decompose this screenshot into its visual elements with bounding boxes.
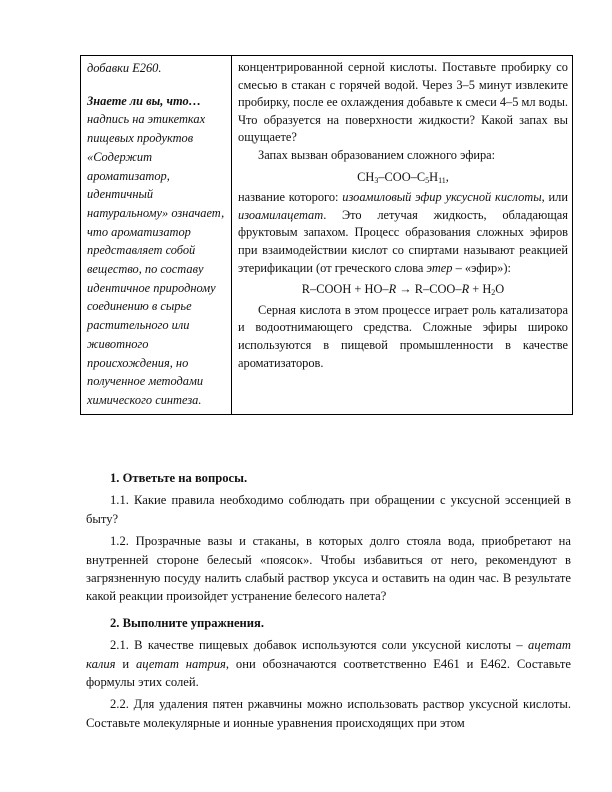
main-paragraph-1: концентрированной серной кислоты. Поставьте пробирку со смесью в стакан с горячей водой. Через 3–5 минут извлеките пробирку, после ее охлаждения добавьте к смеси 4–5 мл воды. Что образуется на поверхности жидкости? Какой запах вы ощущаете?: [238, 60, 568, 145]
sidebar-lead: Знаете ли вы, что…: [87, 93, 202, 108]
section1-title: 1. Ответьте на вопросы.: [110, 471, 248, 485]
question-1-2: 1.2. Прозрачные вазы и стаканы, в которых долго стояла вода, приобретают на внутренней стороне белесый «поясок». Чтобы избавиться от него, рекомендуют в загрязненную посуду налить слабый раствор уксуса и оставить на один час. В результате какой реакции произойдет устранение белесого налета?: [86, 534, 571, 604]
sidebar-line1: добавки Е260.: [87, 61, 162, 75]
sidebar-cell: [81, 56, 232, 415]
main-paragraph-4: Серная кислота в этом процессе играет роль катализатора и водоотнимающего средства. Сложные эфиры широко используются в пищевой промышленности в качестве ароматизаторов.: [238, 302, 568, 370]
question-1-1: 1.1. Какие правила необходимо соблюдать при обращении с уксусной эссенцией в быту?: [86, 493, 571, 526]
exercises-section: [86, 469, 571, 732]
exercise-2-1: 2.1. В качестве пищевых добавок используются соли уксусной кислоты – ацетат калия и ацетат натрия, они обозначаются соответственно Е461 и Е462. Составьте формулы этих солей.: [86, 638, 571, 690]
main-cell: [232, 56, 573, 415]
main-paragraph-3: название которого: изоамиловый эфир уксусной кислоты, или изоамилацетат. Это летучая жидкость, обладающая фруктовым запахом. Процесс образования сложных эфиров при взаимодействии кислот со спиртами называют реакцией этерификации (от греческого слова этер – «эфир»):: [238, 190, 568, 275]
main-paragraph-2: Запах вызван образованием сложного эфира:: [258, 147, 496, 162]
section2-title: 2. Выполните упражнения.: [110, 615, 265, 630]
ester-formula: $CH_3-COO-C_5H_{11}$,: [357, 169, 449, 185]
info-table: [80, 55, 573, 415]
esterification-equation: R–COOH + $HO-R \to R-COO-R + H_2O$: [301, 282, 505, 298]
sidebar-text: надпись на этикетках пищевых продуктов «Содержит ароматизатор, идентичный натуральному» означает, что ароматизатор представляет собой вещество, по составу идентичное природному соединению в сырье растительного или животного происхождения, но полученное методами химического синтеза.: [87, 112, 225, 407]
exercise-2-2: 2.2. Для удаления пятен ржавчины можно использовать раствор уксусной кислоты. Составьте молекулярные и ионные уравнения происходящих при этом: [86, 697, 571, 730]
